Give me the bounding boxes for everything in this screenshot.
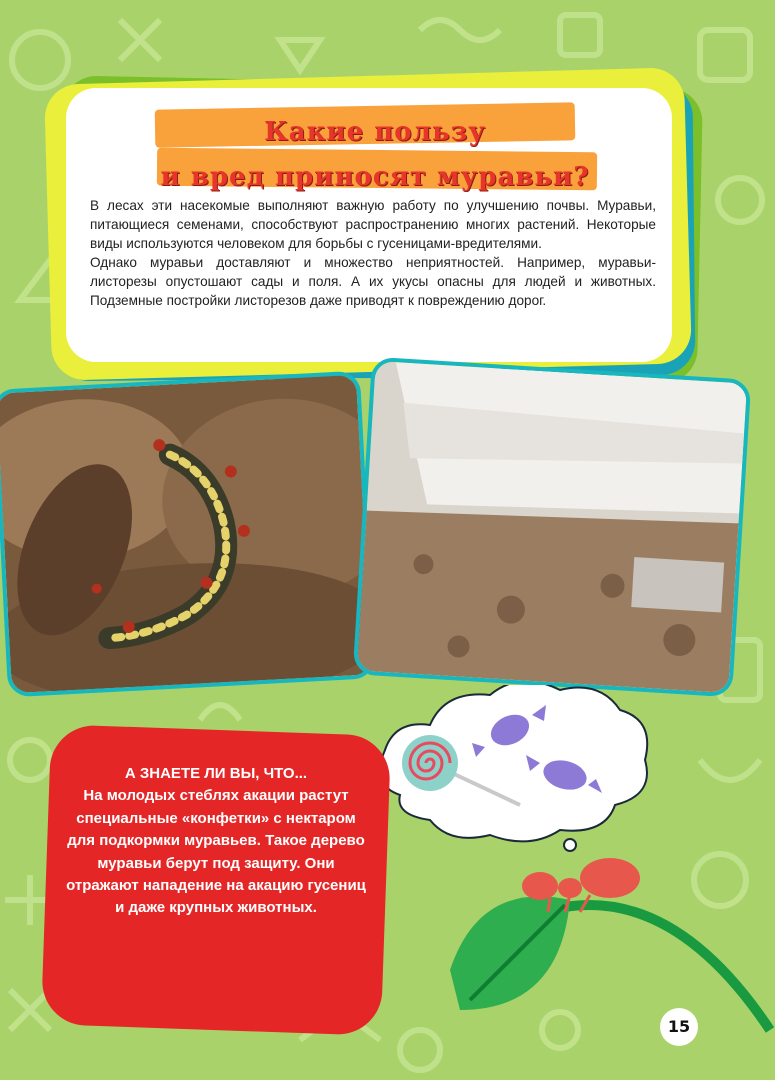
stem bbox=[550, 905, 770, 1030]
page-title bbox=[155, 110, 595, 200]
leaf-ant-illustration bbox=[430, 850, 775, 1080]
title-line-2: и вред приносят муравьи? bbox=[160, 162, 590, 192]
article-text bbox=[90, 196, 656, 310]
paragraph: В лесах эти насекомые выполняют важную работу по улучшению почвы. Муравьи, питающиеся семенами, способствуют распространению многих растений. Некоторые виды используются человеком для борьбы с гусеницами-вредителями. bbox=[90, 198, 656, 251]
page-number: 15 bbox=[660, 1008, 698, 1046]
thought-cloud bbox=[360, 685, 660, 855]
photo-damaged-wood bbox=[353, 357, 752, 698]
paragraph: Однако муравьи доставляют и множество неприятностей. Например, муравьи-листорезы опустошают сады и поля. А их укусы опасны для людей и животных. Подземные постройки листорезов даже приводят к повреждению дорог. bbox=[90, 255, 656, 308]
title-block bbox=[155, 102, 605, 194]
fact-heading: А ЗНАЕТЕ ЛИ ВЫ, ЧТО... bbox=[124, 765, 308, 782]
fact-text: На молодых стеблях акации растут специальные «конфетки» с нектаром для подкормки муравьев. Такое дерево муравьи берут под защиту. Они отражают нападение на акацию гусениц и даже крупных животных. bbox=[66, 787, 366, 917]
leaf-icon bbox=[450, 896, 570, 1010]
title-line-1: Какие пользу bbox=[264, 117, 486, 147]
photo-ants-caterpillar bbox=[0, 371, 376, 698]
fact-content bbox=[66, 763, 366, 920]
